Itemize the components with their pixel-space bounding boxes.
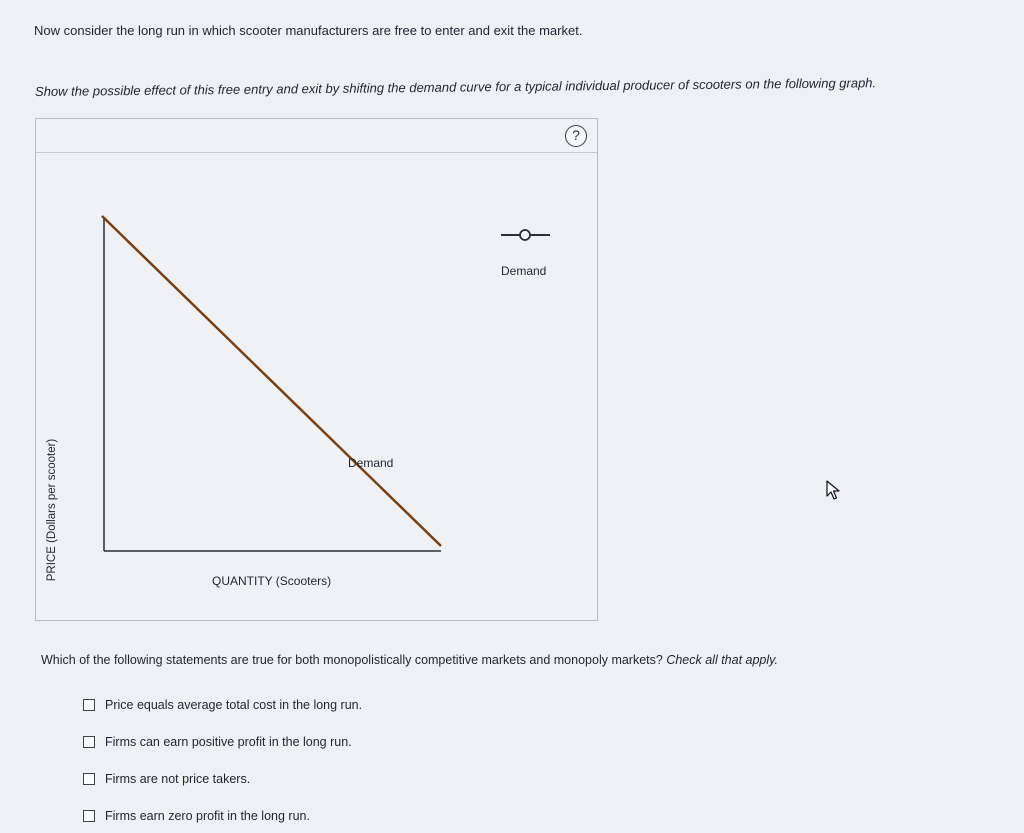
question-suffix: monopolistically competitive markets and monopoly markets?	[319, 653, 667, 667]
graph-canvas[interactable]	[36, 119, 599, 622]
checkbox[interactable]	[83, 773, 95, 785]
option-price-equals-atc[interactable]	[83, 696, 362, 714]
checkbox[interactable]	[83, 810, 95, 822]
demand-curve[interactable]	[102, 216, 441, 546]
demand-tool-handle-icon[interactable]	[520, 230, 530, 240]
option-label: Firms can earn positive profit in the long run.	[105, 735, 352, 749]
demand-tool-label: Demand	[501, 264, 547, 278]
option-label: Firms are not price takers.	[105, 772, 251, 786]
answer-options	[83, 696, 362, 833]
demand-tool[interactable]	[501, 230, 550, 278]
question-prefix: Which of the following statements are true for	[41, 653, 296, 667]
option-label: Price equals average total cost in the long run.	[105, 698, 363, 712]
demand-curve-label: Demand	[348, 456, 394, 470]
checkbox[interactable]	[83, 736, 95, 748]
option-positive-profit[interactable]	[83, 733, 362, 751]
mouse-cursor-icon	[826, 480, 840, 500]
intro-text: Now consider the long run in which scooter manufacturers are free to enter and exit the market.	[34, 23, 583, 38]
question-emphasis: both	[295, 653, 320, 667]
help-button[interactable]: ?	[565, 125, 587, 147]
option-zero-profit[interactable]	[83, 807, 362, 825]
option-not-price-takers[interactable]	[83, 770, 362, 788]
option-label: Firms earn zero profit in the long run.	[105, 809, 310, 823]
question-hint: Check all that apply.	[666, 653, 778, 667]
question-text	[41, 653, 778, 667]
y-axis-label: PRICE (Dollars per scooter)	[46, 438, 58, 582]
instruction-text: Show the possible effect of this free entry and exit by shifting the demand curve for a typical individual producer of scooters on the following graph.	[34, 75, 877, 99]
checkbox[interactable]	[83, 699, 95, 711]
x-axis-label: QUANTITY (Scooters)	[212, 574, 332, 588]
graph-panel	[35, 118, 598, 621]
